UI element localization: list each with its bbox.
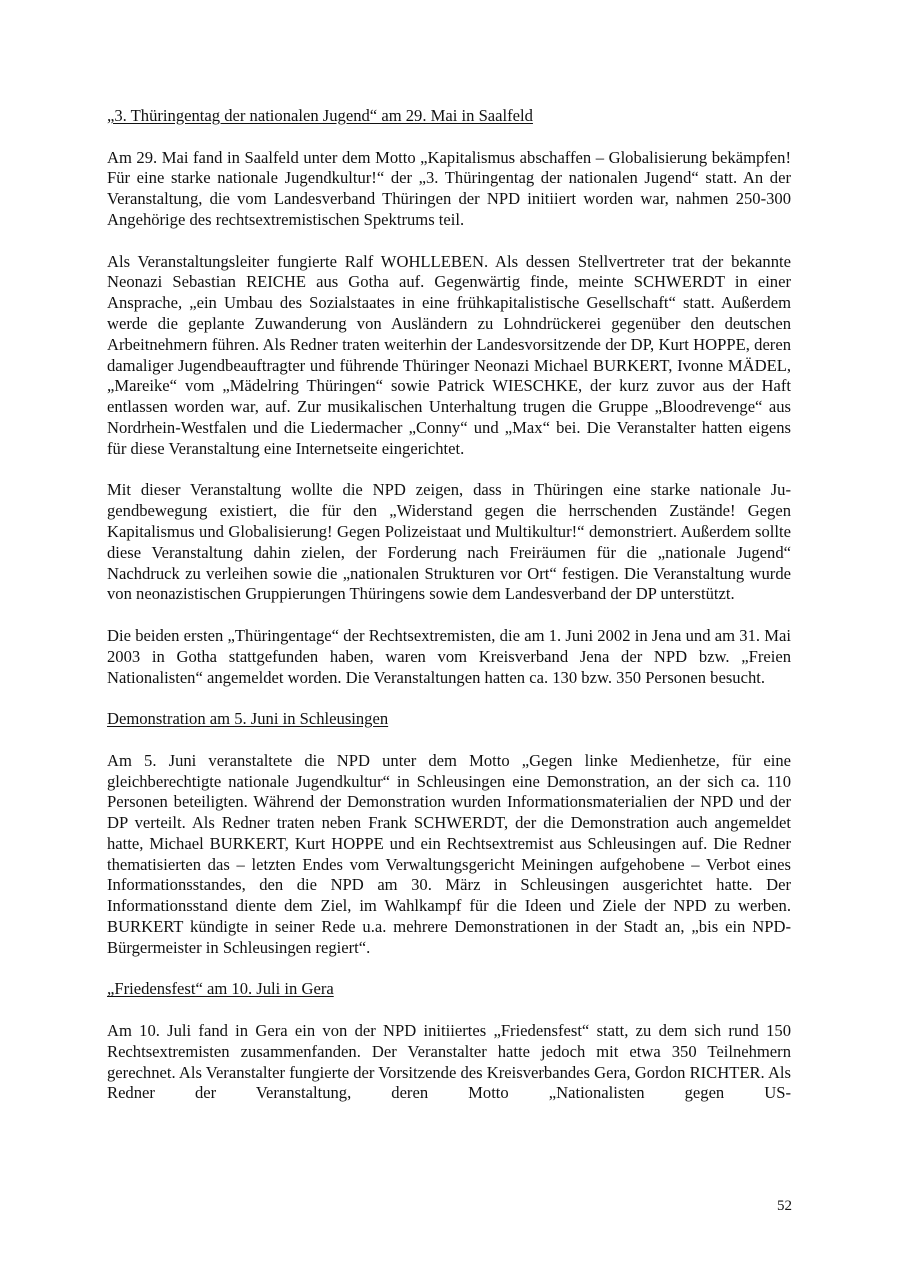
paragraph: Am 29. Mai fand in Saalfeld unter dem Motto „Kapitalismus abschaffen – Globalisierung bekämpfen! Für eine starke nationale Jugendkultur!“ der „3. Thüringentag der nationalen Jugend“ statt. An der Veranstaltung, die vom Landesverband Thüringen der NPD initiiert worden war, nahmen 250-300 Angehörige des rechtsextremistischen Spektrums teil.: [107, 147, 791, 229]
paragraph: Am 10. Juli fand in Gera ein von der NPD initiiertes „Friedensfest“ statt, zu dem sich rund 150 Rechtsextremisten zusammenfanden. Der Veranstalter hatte jedoch mit etwa 350 Teilnehmern gerechnet. Als Veranstalter fungierte der Vorsitzende des Kreisverbandes Gera, Gordon RICHTER. Als Redner der Veranstaltung, deren Motto „Nationalisten gegen US-: [107, 1021, 791, 1103]
paragraph: Die beiden ersten „Thüringentage“ der Rechtsextremisten, die am 1. Juni 2002 in Jena und am 31. Mai 2003 in Gotha stattgefunden haben, waren vom Kreisverband Jena der NPD bzw. „Freien Nationalisten“ angemeldet worden. Die Veranstaltungen hatten ca. 130 bzw. 350 Personen besucht.: [107, 625, 791, 687]
paragraph: Mit dieser Veranstaltung wollte die NPD zeigen, dass in Thüringen eine starke nationale Jugendbewegung existiert, die für den „Widerstand gegen die herrschenden Zustände! Gegen Kapitalismus und Globalisierung! Gegen Polizeistaat und Multikultur!“ demonstriert. Außerdem sollte diese Veranstaltung dahin zielen, der Forderung nach Freiräumen für die „nationale Jugend“ Nachdruck zu verleihen sowie die „nationalen Strukturen vor Ort“ festigen. Die Veranstaltung wurde von neonazistischen Gruppierungen Thüringens sowie dem Landesverband der DP unterstützt.: [107, 480, 791, 604]
page-number: 52: [777, 1198, 792, 1214]
document-body: [107, 106, 791, 1125]
section-heading-schleusingen: Demonstration am 5. Juni in Schleusingen: [107, 709, 389, 729]
paragraph: Als Veranstaltungsleiter fungierte Ralf WOHLLEBEN. Als dessen Stellvertreter trat der bekannte Neonazi Sebastian REICHE aus Gotha auf. Gegenwärtig finde, meinte SCHWERDT in einer Ansprache, „ein Umbau des Sozialstaates in eine frühkapitalistische Gesellschaft“ statt. Außerdem werde die geplante Zuwanderung von Ausländern zu Lohndrückerei gegenüber den deutschen Arbeitnehmern führen. Als Redner traten weiterhin der Landesvorsitzende der DP, Kurt HOPPE, deren damaliger Jugendbeauftragter und führende Thüringer Neonazi Michael BURKERT, Ivonne MÄDEL, „Mareike“ vom „Mädelring Thüringen“ sowie Patrick WIESCHKE, der kurz zuvor aus der Haft entlassen worden war, auf. Zur musikalischen Unterhaltung trugen die Gruppe „Bloodrevenge“ aus Nordrhein-Westfalen und die Liedermacher „Conny“ und „Max“ bei. Die Veranstalter hatten eigens für diese Veranstaltung eine Internetseite eingerichtet.: [107, 251, 791, 458]
paragraph: Am 5. Juni veranstaltete die NPD unter dem Motto „Gegen linke Medienhetze, für eine gleichberechtigte nationale Jugendkultur“ in Schleusingen eine Demonstration, an der sich ca. 110 Personen beteiligten. Während der Demonstration wurden Informationsmaterialien der NPD und der DP verteilt. Als Redner traten neben Frank SCHWERDT, der die Demonstration auch angemeldet hatte, Michael BURKERT, Kurt HOPPE und ein Rechtsextremist aus Schleusingen auf. Die Redner thematisierten das – letzten Endes vom Verwaltungsgericht Meiningen aufgehobene – Verbot eines Informationsstandes, den die NPD am 30. März in Schleusingen ausgerichtet hatte. Der Informationsstand diente dem Ziel, im Wahlkampf für die Ideen und Ziele der NPD zu werben. BURKERT kündigte in seiner Rede u.a. mehrere Demonstrationen in der Stadt an, „bis ein NPD-Bürgermeister in Schleusingen regiert“.: [107, 750, 791, 957]
section-heading-gera: „Friedensfest“ am 10. Juli in Gera: [107, 979, 334, 999]
section-heading-saalfeld: „3. Thüringentag der nationalen Jugend“ am 29. Mai in Saalfeld: [107, 106, 533, 125]
